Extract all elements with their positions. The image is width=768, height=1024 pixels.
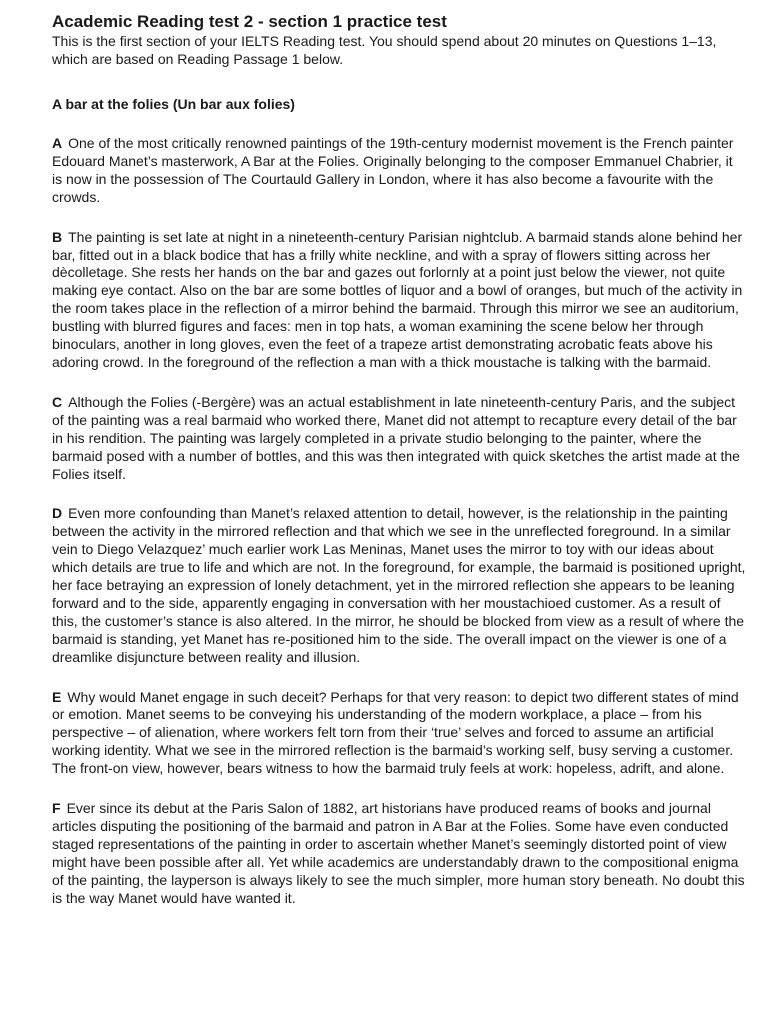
paragraph-text: Although the Folies (-Bergère) was an actual establishment in late nineteenth-century Paris, and the subject of the painting was a real barmaid who worked there, Manet did not attempt to recapture every detail of the bar in his rendition. The painting was largely completed in a private studio belonging to the painter, where the barmaid posed with a number of bottles, and this was then integrated with quick sketches the artist made at the Folies itself. (52, 393, 740, 482)
paragraph-text: Ever since its debut at the Paris Salon of 1882, art historians have produced reams of books and journal articles disputing the positioning of the barmaid and patron in A Bar at the Folies. Some have even conducted staged representations of the painting in order to ascertain whether Manet’s seemingly distorted point of view might have been possible after all. Yet while academics are understandably drawn to the compositional enigma of the painting, the layperson is always likely to see the much simpler, more human story beneath. No doubt this is the way Manet would have wanted it. (52, 800, 745, 906)
paragraph-letter: B (52, 228, 63, 245)
paragraph-c (52, 394, 746, 484)
paragraph-letter: A (52, 135, 63, 151)
paragraph-text: The painting is set late at night in a nineteenth-century Parisian nightclub. A barmaid stands alone behind her bar, fitted out in a black bodice that has a frilly white neckline, and with a spray of flowers sitting across her dècolletage. She rests her hands on the bar and gazes out forlornly at a point just below the viewer, not quite making eye contact. Also on the bar are some bottles of liquor and a bowl of oranges, but much of the activity in the room takes place in the reflection of a mirror behind the barmaid. Through this mirror we see an auditorium, bustling with blurred figures and faces: men in top hats, a woman examining the scene below her through binoculars, another in long gloves, even the feet of a trapeze artist demonstrating acrobatic feats above his adoring crowd. In the foreground of the reflection a man with a thick moustache is talking with the barmaid. (52, 228, 743, 370)
paragraph-d (52, 505, 746, 666)
intro-text: This is the first section of your IELTS Reading test. You should spend about 20 minutes on Questions 1–13, which are based on Reading Passage 1 below. (52, 33, 717, 67)
paragraph-text: Even more confounding than Manet’s relaxed attention to detail, however, is the relationship in the painting between the activity in the mirrored reflection and that which we see in the unreflected foreground. In a similar vein to Diego Velazquez’ much earlier work Las Meninas, Manet uses the mirror to toy with our ideas about which details are true to life and which are not. In the foreground, for example, the barmaid is positioned upright, her face betraying an expression of lonely detachment, yet in the mirrored reflection she appears to be leaning forward and to the side, apparently engaging in conversation with her moustachioed customer. As a result of this, the customer’s stance is also altered. In the mirror, he should be blocked from view as a result of where the barmaid is standing, yet Manet has re-positioned him to the side. The overall impact on the viewer is one of a dreamlike disjuncture between reality and illusion. (52, 505, 746, 665)
paragraph-e (52, 689, 746, 779)
paragraph-letter: F (52, 800, 61, 817)
paragraph-letter: E (52, 688, 62, 705)
paragraph-b (52, 229, 746, 372)
page-title: Academic Reading test 2 - section 1 practice test (52, 12, 447, 31)
paragraph-letter: C (52, 393, 63, 410)
paragraph-text: One of the most critically renowned paintings of the 19th-century modernist movement is the French painter Edouard Manet’s masterwork, A Bar at the Folies. Originally belonging to the composer Emmanuel Chabrier, it is now in the possession of The Courtauld Gallery in London, where it has also become a favourite with the crowds. (52, 135, 734, 205)
paragraph-letter: D (52, 505, 63, 522)
paragraph-f (52, 800, 746, 907)
passage-title: A bar at the folies (Un bar aux folies) (52, 96, 295, 112)
paragraph-text: Why would Manet engage in such deceit? Perhaps for that very reason: to depict two different states of mind or emotion. Manet seems to be conveying his understanding of the modern workplace, a place – from his perspective – of alienation, where workers felt torn from their ‘true’ selves and forced to assume an artificial working identity. What we see in the mirrored reflection is the barmaid’s working self, busy serving a customer. The front-on view, however, bears witness to how the barmaid truly feels at work: hopeless, adrift, and alone. (52, 688, 739, 777)
paragraph-a (52, 135, 746, 207)
